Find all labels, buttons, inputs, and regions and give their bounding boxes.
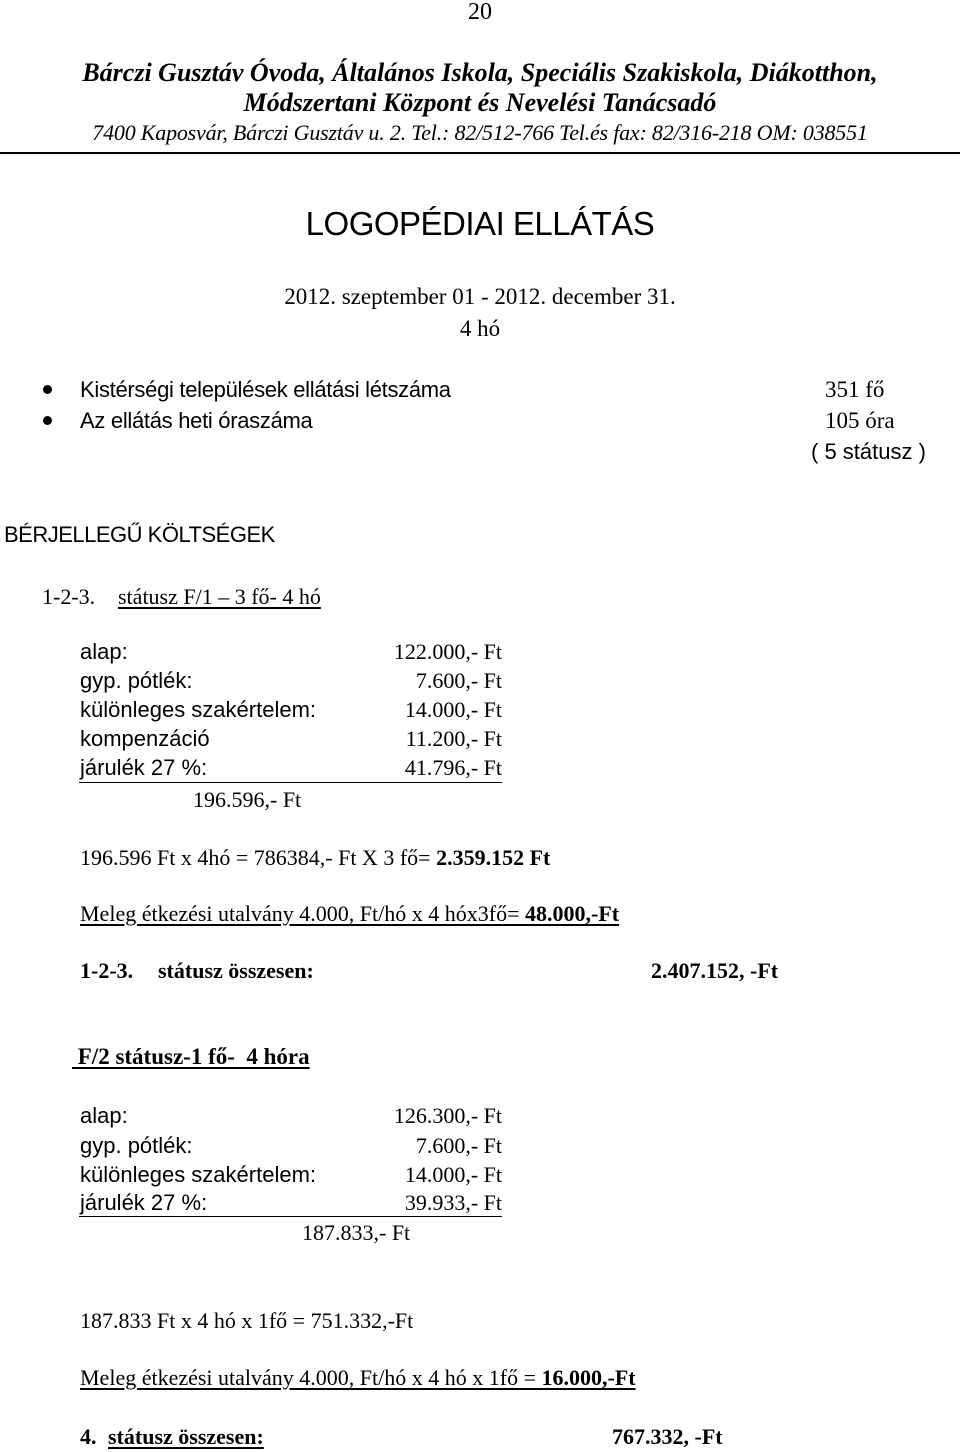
group1-row-label: gyp. pótlék: [80,668,193,693]
group1-heading: státusz F/1 – 3 fő- 4 hó [118,584,321,609]
group2-row-value: 7.600,- Ft [415,1133,502,1158]
period: 2012. szeptember 01 - 2012. december 31. [284,284,676,309]
group1-row-value: 11.200,- Ft [405,726,502,751]
group1-meal-text: Meleg étkezési utalvány 4.000, Ft/hó x 4 hóx3fő= [80,901,525,926]
header-divider [0,152,960,154]
group1-row-label: járulék 27 %: [80,755,208,780]
group1-row-value: 7.600,- Ft [415,668,502,693]
group2-row-value: 39.933,- Ft [404,1190,502,1215]
group2-total-value: 767.332, -Ft [612,1424,723,1449]
group2-row-value: 126.300,- Ft [393,1103,502,1128]
bullet-label: Az ellátás heti óraszáma [80,408,313,433]
bullet-value: 351 fő [825,377,885,402]
status-note: ( 5 státusz ) [811,439,926,464]
bullet-dot-icon [43,385,52,394]
group2-row-label: gyp. pótlék: [80,1133,193,1158]
group1-calc-text: 196.596 Ft x 4hó = 786384,- Ft X 3 fő= [80,845,437,870]
group1-total-label: státusz összesen: [158,958,314,983]
institution-name-line2: Módszertani Központ és Nevelési Tanácsadó [243,88,717,117]
group1-row-label: kompenzáció [80,726,210,751]
group2-row-label: alap: [80,1103,128,1128]
group1-row-label: alap: [80,639,128,664]
page-number: 20 [468,0,492,25]
group2-subtotal: 187.833,- Ft [302,1220,411,1245]
group1-meal-voucher [80,901,619,927]
group1-row-value: 122.000,- Ft [393,639,502,664]
group1-total-prefix: 1-2-3. [80,958,134,983]
group1-calculation [80,845,550,871]
group1-row-value: 14.000,- Ft [404,697,502,722]
group2-heading: F/2 státusz-1 fő- 4 hóra [72,1044,310,1069]
bullet-dot-icon [43,416,52,425]
group2-meal-voucher [80,1365,636,1391]
group2-row-value: 14.000,- Ft [404,1162,502,1187]
group1-total-value: 2.407.152, -Ft [651,958,779,983]
bullet-label: Kistérségi települések ellátási létszáma [80,377,451,402]
section-title: BÉRJELLEGŰ KÖLTSÉGEK [4,522,275,547]
months: 4 hó [459,316,501,341]
sum-underline [79,782,502,783]
group1-subtotal: 196.596,- Ft [193,787,302,812]
group2-row-label: különleges szakértelem: [80,1162,317,1187]
institution-name-line1: Bárczi Gusztáv Óvoda, Általános Iskola, Speciális Szakiskola, Diákotthon, [82,58,878,87]
institution-address: 7400 Kaposvár, Bárczi Gusztáv u. 2. Tel.: 82/512-766 Tel.és fax: 82/316-218 OM: 038551 [92,120,868,145]
group2-meal-text: Meleg étkezési utalvány 4.000, Ft/hó x 4 hó x 1fő = [80,1365,542,1390]
group1-calc-result: 2.359.152 Ft [436,845,551,870]
group1-prefix: 1-2-3. [42,584,96,609]
bullet-value: 105 óra [825,408,895,433]
group2-total-prefix: 4. [80,1424,97,1449]
group1-meal-result: 48.000,-Ft [525,901,620,926]
page-title: LOGOPÉDIAI ELLÁTÁS [305,205,655,242]
group2-row-label: járulék 27 %: [80,1190,208,1215]
group2-meal-result: 16.000,-Ft [541,1365,636,1390]
sum-underline [79,1216,502,1217]
group1-row-value: 41.796,- Ft [404,755,502,780]
group2-calculation: 187.833 Ft x 4 hó x 1fő = 751.332,-Ft [80,1308,414,1333]
group2-total-label: státusz összesen: [108,1424,264,1449]
group1-row-label: különleges szakértelem: [80,697,317,722]
